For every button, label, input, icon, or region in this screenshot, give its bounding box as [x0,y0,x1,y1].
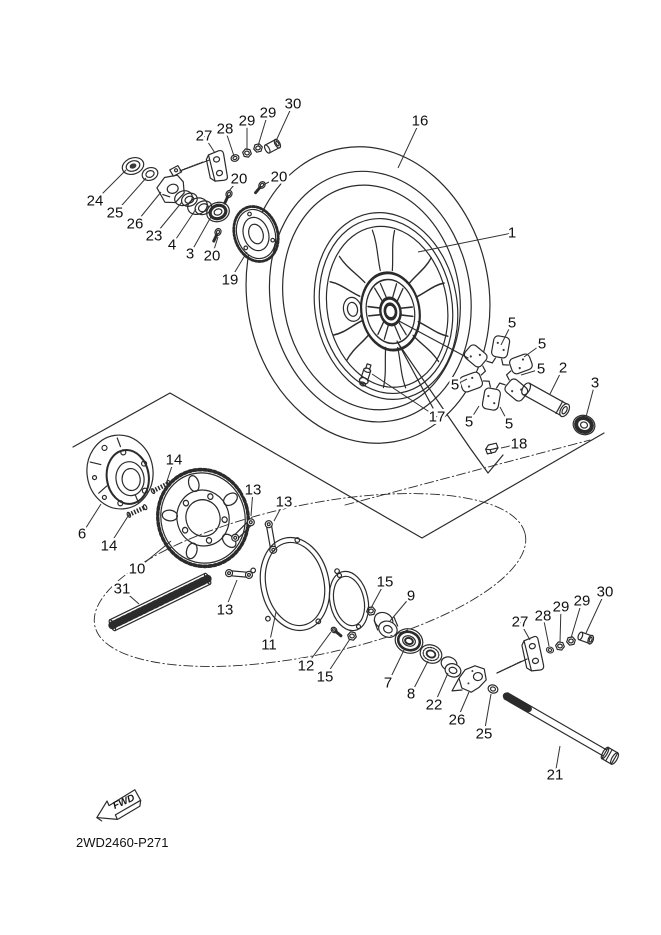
sprocket [147,459,259,576]
callout-label-14: 14 [100,537,118,555]
callout-label-18: 18 [510,435,528,453]
callout-label-11: 11 [261,636,277,654]
nut-15-a [347,631,357,640]
bolt-20-b [222,190,233,206]
callout-label-26: 26 [448,711,466,729]
balance-weight [485,442,499,455]
callout-label-6: 6 [77,525,87,543]
link-13-c [225,569,253,578]
callout-label-5: 5 [504,415,514,433]
callout-label-27: 27 [195,127,213,145]
callout-label-12: 12 [297,657,315,675]
callout-label-5: 5 [536,360,546,378]
bearing-3-right [570,412,597,437]
callout-label-27: 27 [511,613,529,631]
callout-label-5: 5 [464,413,474,431]
callout-label-13: 13 [216,601,234,619]
nut-29-bottom-a [555,642,565,651]
callout-label-8: 8 [406,685,416,703]
callout-label-25: 25 [106,204,124,222]
bolt-20-c [253,180,267,195]
callout-label-3: 3 [185,245,195,263]
axle-centerline [345,440,590,505]
retainer-ring [245,528,350,638]
callout-label-20: 20 [230,170,248,188]
bolt-12 [330,626,342,638]
axle-collar-2 [520,381,572,418]
part-code: 2WD2460-P271 [76,835,169,850]
callout-label-28: 28 [534,607,552,625]
callout-label-7: 7 [383,674,393,692]
callout-label-26: 26 [126,215,144,233]
fwd-label: FWD [111,792,137,812]
washer-28-top [230,154,240,163]
callout-label-5: 5 [507,314,517,332]
callout-label-4: 4 [167,236,177,254]
callout-label-9: 9 [406,587,416,605]
callout-label-10: 10 [128,560,146,578]
callout-label-16: 16 [411,112,429,130]
washer-25-right [487,684,499,695]
callout-label-15: 15 [376,573,394,591]
fwd-arrow [92,788,143,826]
callout-label-5: 5 [537,335,547,353]
callout-label-2: 2 [558,359,568,377]
collar-30-bottom [577,631,595,645]
callout-label-20: 20 [203,247,221,265]
callout-label-3: 3 [590,374,600,392]
callout-label-25: 25 [475,725,493,743]
retainer-ring-small [324,568,374,635]
callout-label-15: 15 [316,668,334,686]
callout-label-19: 19 [221,271,239,289]
callout-label-29: 29 [259,104,277,122]
puller-bracket-right [521,636,545,673]
chain-puller-left [153,165,189,206]
callout-label-5: 5 [450,376,460,394]
puller-bracket-left [205,150,229,183]
clutch-hub [82,431,158,513]
callout-label-20: 20 [270,168,288,186]
callout-label-30: 30 [284,95,302,113]
callout-label-1: 1 [507,224,517,242]
callout-label-28: 28 [216,120,234,138]
callout-label-29: 29 [238,112,256,130]
callout-label-17: 17 [428,408,446,426]
adjuster-rod-right [497,659,527,673]
washer-28-bottom [546,646,555,654]
axle-shaft [501,689,620,765]
callout-label-29: 29 [573,592,591,610]
callout-label-30: 30 [596,583,614,601]
callout-label-24: 24 [86,192,104,210]
callout-label-21: 21 [546,766,564,784]
callout-label-14: 14 [165,451,183,469]
callout-label-23: 23 [145,227,163,245]
callout-label-22: 22 [425,696,443,714]
callout-label-29: 29 [552,598,570,616]
callout-label-13: 13 [275,493,293,511]
callout-label-13: 13 [244,481,262,499]
callout-label-31: 31 [113,580,131,598]
collar-30-top [263,138,282,154]
